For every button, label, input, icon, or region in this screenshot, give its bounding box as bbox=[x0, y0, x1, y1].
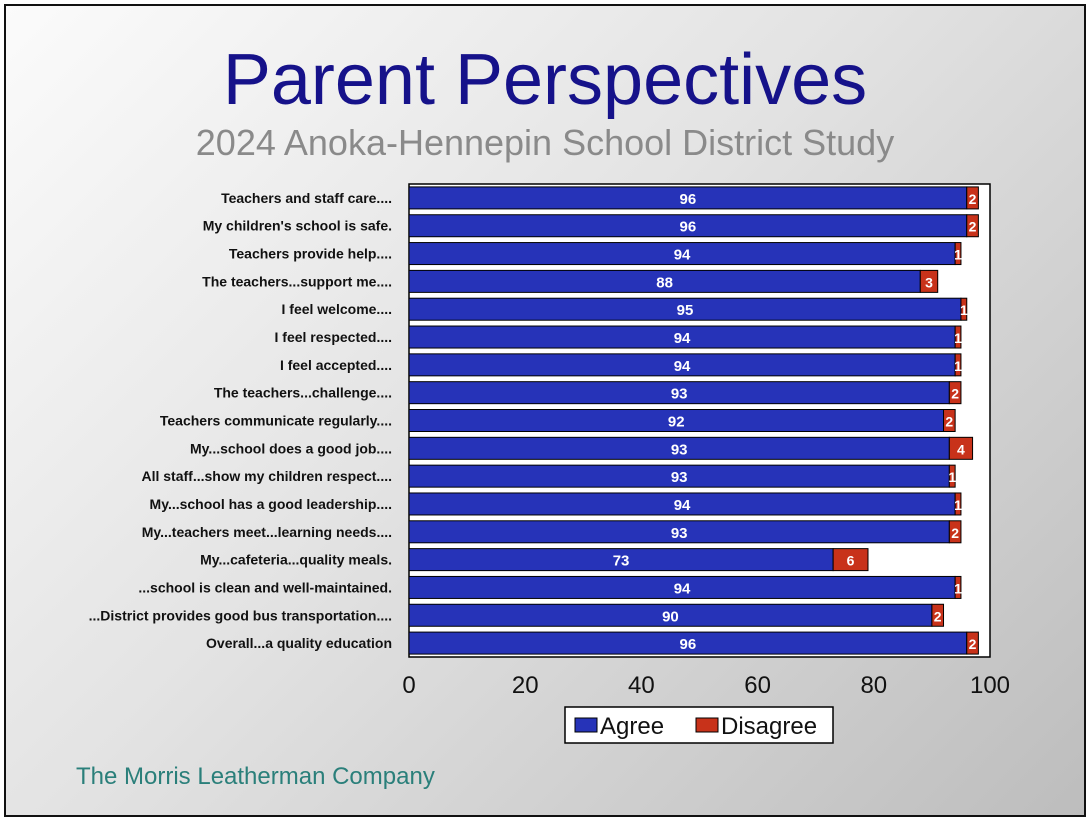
x-tick-label: 0 bbox=[402, 672, 416, 699]
category-label: I feel accepted.... bbox=[279, 356, 392, 373]
page-title: Parent Perspectives bbox=[222, 40, 868, 120]
data-label-agree: 96 bbox=[679, 218, 697, 236]
category-label: My...school has a good leadership.... bbox=[149, 495, 392, 512]
data-label-disagree: 1 bbox=[954, 330, 962, 347]
data-label-disagree: 2 bbox=[968, 190, 977, 207]
category-label: All staff...show my children respect.... bbox=[141, 468, 392, 485]
x-tick-label: 80 bbox=[860, 672, 888, 699]
category-label: ...District provides good bus transportation.... bbox=[88, 607, 392, 624]
data-label-disagree: 1 bbox=[954, 496, 962, 513]
data-label-disagree: 1 bbox=[948, 469, 957, 486]
legend-swatch-agree bbox=[575, 718, 597, 732]
category-label: Teachers provide help.... bbox=[228, 245, 392, 262]
category-label: The teachers...support me.... bbox=[202, 273, 392, 290]
x-tick-label: 20 bbox=[511, 672, 539, 699]
data-label-agree: 96 bbox=[679, 636, 697, 654]
category-label: I feel respected.... bbox=[274, 329, 392, 346]
data-label-disagree: 2 bbox=[968, 218, 977, 235]
category-label: ...school is clean and well-maintained. bbox=[138, 579, 392, 596]
category-label: My children's school is safe. bbox=[202, 217, 392, 234]
data-label-agree: 95 bbox=[676, 302, 694, 320]
data-label-agree: 88 bbox=[656, 274, 673, 292]
category-label: Teachers and staff care.... bbox=[221, 189, 392, 206]
data-label-disagree: 3 bbox=[925, 274, 933, 291]
data-label-disagree: 2 bbox=[951, 385, 960, 402]
data-label-agree: 94 bbox=[673, 357, 691, 375]
data-label-agree: 93 bbox=[670, 524, 688, 542]
data-label-disagree: 2 bbox=[968, 636, 977, 653]
data-label-disagree: 6 bbox=[846, 552, 855, 569]
data-label-disagree: 4 bbox=[957, 441, 965, 458]
data-label-disagree: 1 bbox=[954, 580, 962, 597]
data-label-agree: 93 bbox=[670, 469, 688, 487]
data-label-agree: 90 bbox=[662, 608, 679, 626]
data-label-disagree: 2 bbox=[933, 608, 942, 625]
category-label: I feel welcome.... bbox=[281, 301, 392, 318]
legend-swatch-disagree bbox=[696, 718, 718, 732]
data-label-agree: 96 bbox=[679, 190, 697, 208]
data-label-agree: 93 bbox=[670, 385, 688, 403]
x-tick-label: 60 bbox=[744, 672, 771, 699]
data-label-disagree: 1 bbox=[959, 302, 968, 319]
data-label-disagree: 1 bbox=[954, 246, 962, 263]
category-label: My...cafeteria...quality meals. bbox=[200, 551, 392, 568]
category-label: Teachers communicate regularly.... bbox=[159, 412, 392, 429]
x-tick-label: 100 bbox=[969, 672, 1011, 699]
data-label-agree: 94 bbox=[673, 580, 691, 598]
category-label: My...teachers meet...learning needs.... bbox=[141, 523, 392, 540]
page-subtitle: 2024 Anoka-Hennepin School District Study bbox=[195, 122, 895, 163]
data-label-disagree: 2 bbox=[951, 524, 960, 541]
legend-label-agree: Agree bbox=[600, 713, 665, 740]
data-label-agree: 94 bbox=[673, 330, 691, 348]
x-tick-label: 40 bbox=[628, 672, 655, 699]
legend-label-disagree: Disagree bbox=[721, 713, 818, 740]
data-label-agree: 92 bbox=[667, 413, 685, 431]
company-footer: The Morris Leatherman Company bbox=[76, 763, 435, 790]
category-label: My...school does a good job.... bbox=[190, 440, 392, 457]
category-label: The teachers...challenge.... bbox=[213, 384, 392, 401]
data-label-disagree: 1 bbox=[954, 357, 962, 374]
data-label-agree: 93 bbox=[670, 441, 688, 459]
category-label: Overall...a quality education bbox=[206, 635, 392, 652]
data-label-disagree: 2 bbox=[945, 413, 954, 430]
data-label-agree: 94 bbox=[673, 246, 691, 264]
data-label-agree: 94 bbox=[673, 496, 691, 514]
data-label-agree: 73 bbox=[612, 552, 630, 570]
